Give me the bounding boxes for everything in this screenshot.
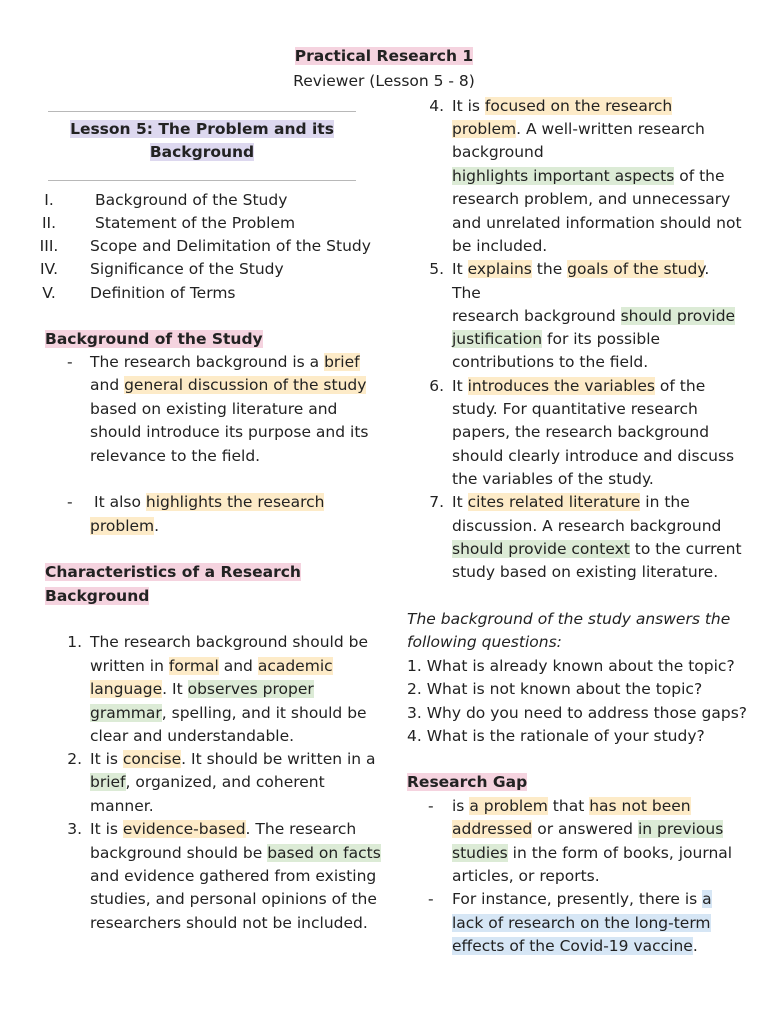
question-item: 3. Why do you need to address those gaps? (407, 704, 747, 722)
lesson-title-text1: Lesson 5: The Problem and its (70, 120, 334, 138)
bg-b1-line5: relevance to the field. (90, 447, 261, 465)
question-item: 1. What is already known about the topic? (407, 657, 735, 675)
lesson-title-text2: Background (149, 143, 255, 161)
c6-line3: papers, the research background (452, 423, 710, 441)
c3-line5: researchers should not be included. (90, 914, 368, 932)
lesson-title-line2 (48, 141, 356, 164)
c7-line2: discussion. A research background (452, 517, 722, 535)
c2-line3: manner. (90, 797, 154, 815)
outline-num: IV. (39, 260, 59, 278)
bullet-dash: - (428, 797, 434, 815)
c1-line5: clear and understandable. (90, 727, 295, 745)
research-gap-heading (407, 771, 527, 794)
c6-line4: should clearly introduce and discuss (452, 447, 735, 465)
item-number: 4. (429, 97, 444, 115)
c4-line6: and unrelated information should not (452, 214, 742, 232)
outline-num: II. (41, 214, 57, 232)
outline-num: III. (39, 237, 59, 255)
bg-b2-line2: problem. (90, 517, 160, 535)
outline-item: Background of the Study (95, 191, 288, 209)
doc-title-text: Practical Research 1 (294, 47, 474, 65)
item-number: 6. (429, 377, 444, 395)
c6-line1: It introduces the variables of the (452, 377, 706, 395)
gap-g2-line3: effects of the Covid-19 vaccine. (452, 937, 698, 955)
bg-b1-line1: The research background is a brief (90, 353, 360, 371)
c1-line3: language. It observes proper (90, 680, 314, 698)
item-number: 7. (429, 493, 444, 511)
characteristics-heading-1 (45, 561, 301, 584)
c3-line1: It is evidence-based. The research (90, 820, 357, 838)
question-item: 2. What is not known about the topic? (407, 680, 703, 698)
outline-item: Scope and Delimitation of the Study (90, 237, 371, 255)
item-number: 1. (67, 633, 82, 651)
c5-line3: research background should provide (452, 307, 736, 325)
outline-item: Statement of the Problem (95, 214, 296, 232)
question-item: 4. What is the rationale of your study? (407, 727, 705, 745)
bg-b2-line1: It also highlights the research (94, 493, 325, 511)
outline-num: V. (42, 284, 56, 302)
lesson-title-line1 (48, 118, 356, 141)
c1-line4: grammar, spelling, and it should be (90, 704, 367, 722)
c5-line1: It explains the goals of the study. (452, 260, 710, 278)
c1-line2: written in formal and academic (90, 657, 333, 675)
outline-item: Definition of Terms (90, 284, 236, 302)
research-gap-heading-text: Research Gap (407, 773, 528, 791)
bg-b1-line4: should introduce its purpose and its (90, 423, 369, 441)
outline-num: I. (44, 191, 54, 209)
c6-line2: study. For quantitative research (452, 400, 698, 418)
c3-line4: studies, and personal opinions of the (90, 890, 377, 908)
gap-g1-line4: articles, or reports. (452, 867, 600, 885)
doc-subtitle: Reviewer (Lesson 5 - 8) (293, 72, 475, 90)
c5-line5: contributions to the field. (452, 353, 649, 371)
bullet-dash: - (428, 890, 434, 908)
bullet-dash: - (67, 493, 73, 511)
questions-intro-2: following questions: (407, 633, 562, 651)
gap-g1-line2: addressed or answered in previous (452, 820, 724, 838)
c7-line3: should provide context to the current (452, 540, 742, 558)
characteristics-heading-text2: Background (45, 587, 150, 605)
gap-g2-line1: For instance, presently, there is a (452, 890, 712, 908)
c3-line2: background should be based on facts (90, 844, 381, 862)
c4-line3: background (452, 143, 544, 161)
gap-g1-line3: studies in the form of books, journal (452, 844, 733, 862)
c4-line1: It is focused on the research (452, 97, 673, 115)
c3-line3: and evidence gathered from existing (90, 867, 377, 885)
gap-g2-line2: lack of research on the long-term (452, 914, 711, 932)
c6-line5: the variables of the study. (452, 470, 654, 488)
background-heading-text: Background of the Study (45, 330, 263, 348)
bullet-dash: - (67, 353, 73, 371)
c2-line1: It is concise. It should be written in a (90, 750, 376, 768)
c5-line4: justification for its possible (452, 330, 661, 348)
characteristics-heading-2 (45, 585, 149, 608)
item-number: 3. (67, 820, 82, 838)
c7-line1: It cites related literature in the (452, 493, 690, 511)
outline-item: Significance of the Study (90, 260, 284, 278)
c5-line2: The (452, 284, 481, 302)
c2-line2: brief, organized, and coherent (90, 773, 325, 791)
divider-top (48, 111, 356, 112)
background-heading (45, 328, 263, 351)
bg-b1-line3: based on existing literature and (90, 400, 338, 418)
gap-g1-line1: is a problem that has not been (452, 797, 691, 815)
c4-line2: problem. A well-written research (452, 120, 705, 138)
c4-line5: research problem, and unnecessary (452, 190, 731, 208)
item-number: 5. (429, 260, 444, 278)
divider-bottom (48, 180, 356, 181)
c7-line4: study based on existing literature. (452, 563, 719, 581)
questions-intro-1: The background of the study answers the (407, 610, 731, 628)
c4-line7: be included. (452, 237, 548, 255)
bg-b1-line2: and general discussion of the study (90, 376, 367, 394)
c1-line1: The research background should be (90, 633, 368, 651)
characteristics-heading-text1: Characteristics of a Research (45, 563, 301, 581)
doc-title (0, 45, 768, 68)
c4-line4: highlights important aspects of the (452, 167, 725, 185)
item-number: 2. (67, 750, 82, 768)
